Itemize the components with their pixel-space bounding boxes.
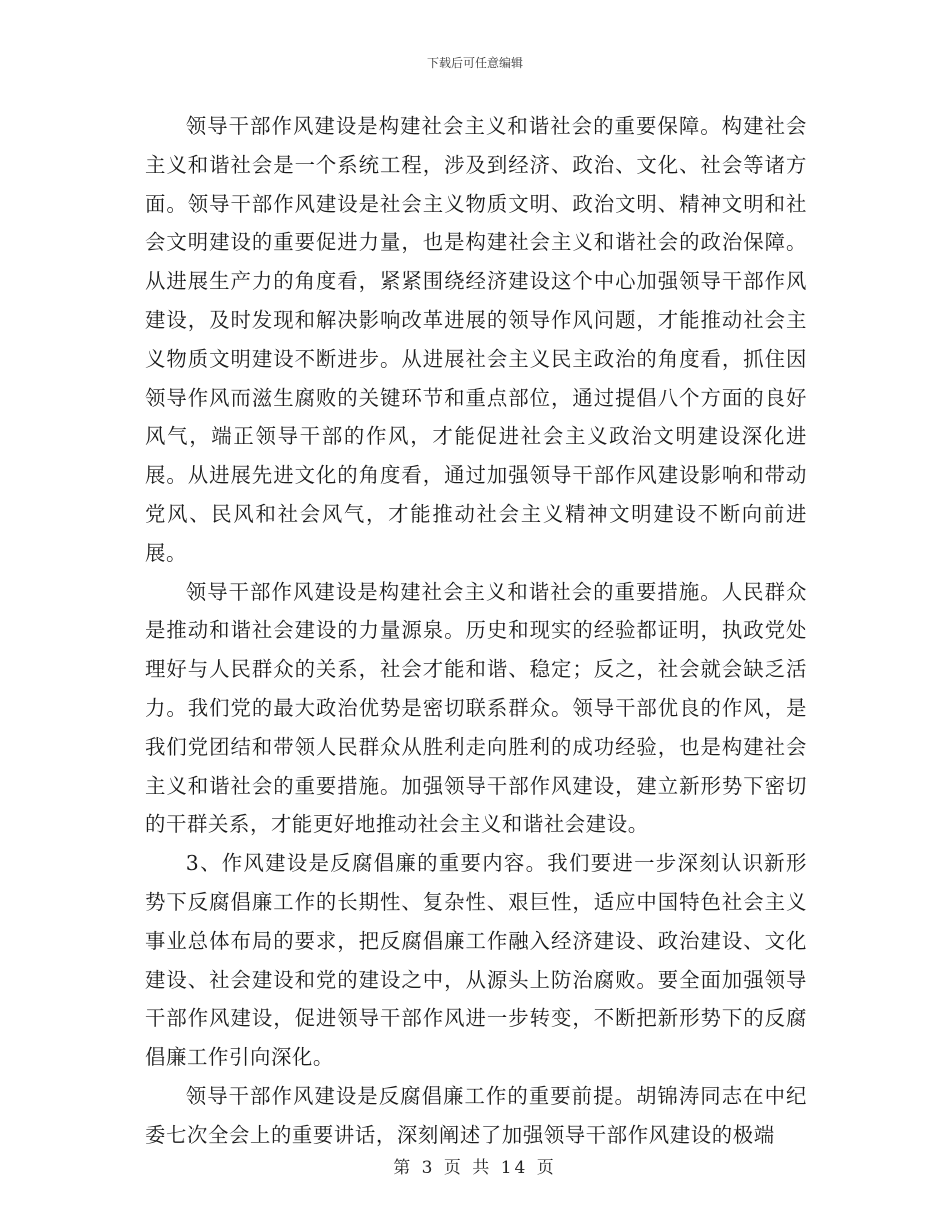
document-body bbox=[145, 107, 807, 1155]
page-header: 下载后可任意编辑 bbox=[426, 56, 523, 70]
paragraph-3: 3、作风建设是反腐倡廉的重要内容。我们要进一步深刻认识新形势下反腐倡廉工作的长期性、复杂性、艰巨性，适应中国特色社会主义事业总体布局的要求，把反腐倡廉工作融入经济建设、政治建设、文化建设、社会建设和党的建设之中，从源头上防治腐败。要全面加强领导干部作风建设，促进领导干部作风进一步转变，不断把新形势下的反腐倡廉工作引向深化。 bbox=[145, 851, 807, 1070]
paragraph-2: 领导干部作风建设是构建社会主义和谐社会的重要措施。人民群众是推动和谐社会建设的力量源泉。历史和现实的经验都证明，执政党处理好与人民群众的关系，社会才能和谐、稳定；反之，社会就会缺乏活力。我们党的最大政治优势是密切联系群众。领导干部优良的作风，是我们党团结和带领人民群众从胜利走向胜利的成功经验，也是构建社会主义和谐社会的重要措施。加强领导干部作风建设，建立新形势下密切的干群关系，才能更好地推动社会主义和谐社会建设。 bbox=[145, 579, 807, 837]
paragraph-4: 领导干部作风建设是反腐倡廉工作的重要前提。胡锦涛同志在中纪委七次全会上的重要讲话，深刻阐述了加强领导干部作风建设的极端 bbox=[145, 1083, 807, 1147]
page-footer: 第 3 页 共 14 页 bbox=[393, 1158, 557, 1178]
paragraph-1: 领导干部作风建设是构建社会主义和谐社会的重要保障。构建社会主义和谐社会是一个系统工程，涉及到经济、政治、文化、社会等诸方面。领导干部作风建设是社会主义物质文明、政治文明、精神文明和社会文明建设的重要促进力量，也是构建社会主义和谐社会的政治保障。从进展生产力的角度看，紧紧围绕经济建设这个中心加强领导干部作风建设，及时发现和解决影响改革进展的领导作风问题，才能推动社会主义物质文明建设不断进步。从进展社会主义民主政治的角度看，抓住因领导作风而滋生腐败的关键环节和重点部位，通过提倡八个方面的良好风气，端正领导干部的作风，才能促进社会主义政治文明建设深化进展。从进展先进文化的角度看，通过加强领导干部作风建设影响和带动党风、民风和社会风气，才能推动社会主义精神文明建设不断向前进展。 bbox=[145, 114, 807, 565]
